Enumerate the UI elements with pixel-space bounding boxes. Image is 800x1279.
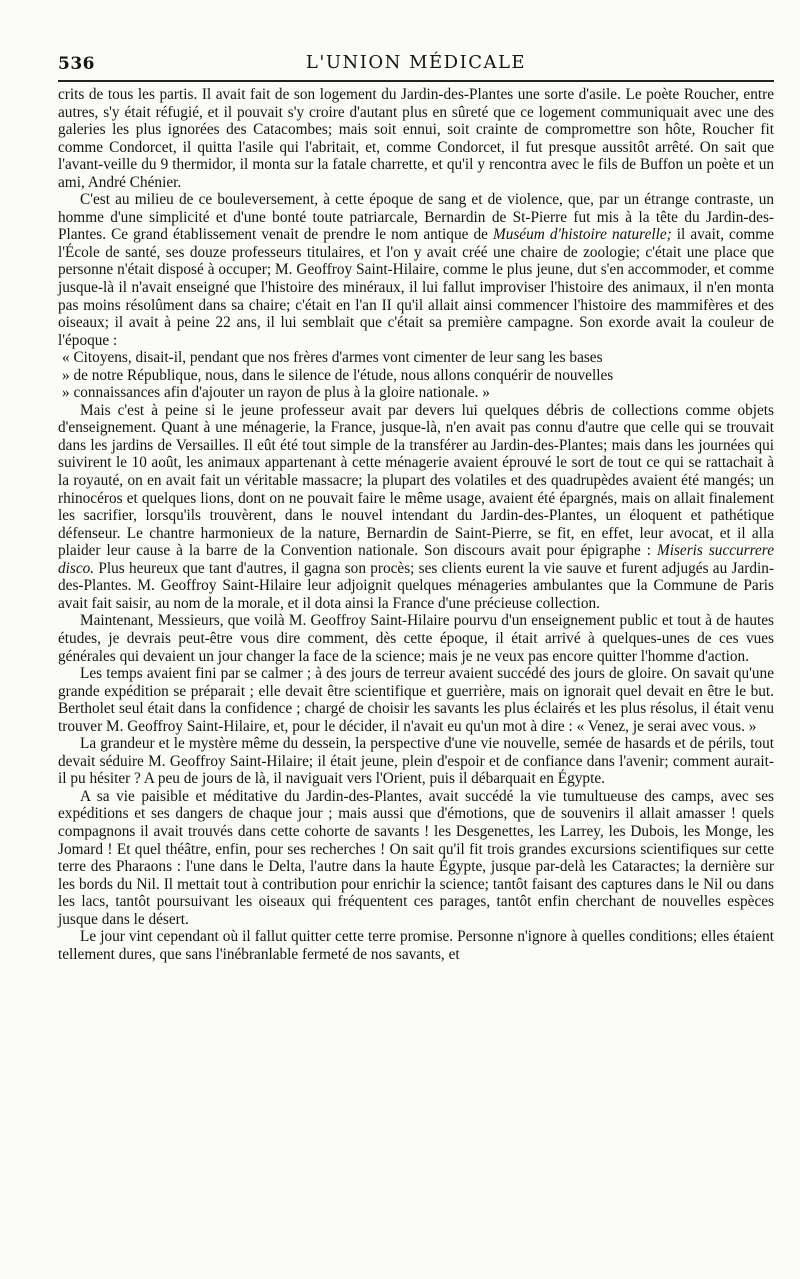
paragraph-1: crits de tous les partis. Il avait fait de son logement du Jardin-des-Plantes une sorte d'asile. Le poète Roucher, entre autres, s'y était réfugié, et il pouvait s'y croire d'autant plus en sûreté que ce logement communiquait avec une des galeries les plus ignorées des Catacombes; mais soit ennui, soit crainte de compromettre son hôte, Roucher fit comme Condorcet, il quitta l'asile qui l'abritait, et, comme Condorcet, il fut presque aussitôt arrêté. On sait que l'avant-veille du 9 thermidor, il monta sur la fatale charrette, et qu'il y rencontra avec le fils de Buffon un poète et un ami, André Chénier.	[58, 86, 774, 191]
paragraph-4-italic: Miseris succurrere disco.	[58, 542, 774, 577]
paragraph-5: Maintenant, Messieurs, que voilà M. Geoffroy Saint-Hilaire pourvu d'un enseignement public et tout à de hautes études, je devrais peut-être vous dire comment, dès cette époque, il était arrivé à quelques-unes de ces vues générales qui devaient un jour changer la face de la science; mais je ne veux pas encore quitter l'homme d'action.	[58, 612, 774, 665]
paragraph-8: A sa vie paisible et méditative du Jardin-des-Plantes, avait succédé la vie tumultueuse des camps, avec ses expéditions et ses dangers de chaque jour ; mais aussi que d'émotions, que de souvenirs il allait amasser ! quels compagnons il avait trouvés dans cette cohorte de savants ! les Desgenettes, les Larrey, les Dubois, les Monge, les Jomard ! Et quel théâtre, enfin, pour ses recherches ! On sait qu'il fit trois grandes excursions scientifiques sur cette terre des Pharaons : l'une dans le Delta, l'autre dans la haute Égypte, jusque par-delà les Cataractes; la dernière sur les bords du Nil. Il mettait tout à contribution pour enrichir la science; tantôt faisant des captures dans le Nil ou dans les lacs, tantôt poursuivant les oiseaux qui fréquentent ces parages, tantôt enfin cherchant de nouvelles espèces jusque dans le désert.	[58, 787, 774, 928]
quotation-line-3: » connaissances afin d'ajouter un rayon de plus à la gloire nationale. »	[62, 384, 490, 402]
quotation	[58, 349, 774, 402]
paragraph-4	[58, 402, 774, 613]
paragraph-7: La grandeur et le mystère même du dessein, la perspective d'une vie nouvelle, semée de hasards et de périls, tout devait séduire M. Geoffroy Saint-Hilaire; il était jeune, plein d'espoir et de confiance dans l'avenir; comment aurait-il pu hésiter ? A peu de jours de là, il naviguait vers l'Orient, puis il débarquait en Égypte.	[58, 735, 774, 788]
paragraph-2	[58, 191, 774, 349]
paragraph-2-italic: Muséum d'histoire naturelle;	[492, 226, 672, 244]
paragraph-9: Le jour vint cependant où il fallut quitter cette terre promise. Personne n'ignore à quelles conditions; elles étaient tellement dures, que sans l'inébranlable fermeté de nos savants, et	[58, 928, 774, 963]
paragraph-2-text-a: C'est au milieu de ce bouleversement, à cette époque de sang et de violence, que, par un étrange contraste, un homme d'une simplicité et d'une bonté toute patriarcale, Bernardin de St-Pierre fut mis à la tête du Jardin-des-Plantes. Ce grand établissement venait de prendre le nom antique de	[58, 191, 774, 244]
paragraph-4-text-a: Mais c'est à peine si le jeune professeur avait par devers lui quelques débris de collections comme objets d'enseignement. Quant à une ménagerie, la France, jusque-là, n'en avait pas connu d'autre que celle qui se trouvait dans les jardins de Versailles. Il eût été tout simple de la transférer au Jardin-des-Plantes; mais dans les journées qui suivirent le 10 août, les animaux appartenant à cette ménagerie avaient éprouvé le sort de tout ce qui se rattachait à la royauté, on en avait fait un véritable massacre; la plupart des volatiles et des quadrupèdes avaient été mangés; un rhinocéros et quelques lions, dont on ne pouvait faire le même usage, avaient été épargnés, mais on allait finalement les sacrifier, lorsqu'ils trouvèrent, dans le nouvel intendant du Jardin-des-Plantes, un éloquent et pathétique défenseur. Le chantre harmonieux de la nature, Bernardin de Saint-Pierre, se fit, en effet, leur avocat, et il alla plaider leur cause à la barre de la Convention nationale. Son discours avait pour épigraphe :	[58, 401, 774, 560]
quotation-line-2: » de notre République, nous, dans le silence de l'étude, nous allons conquérir de nouvelles	[62, 366, 614, 384]
page-number: 536	[58, 54, 95, 74]
quotation-line-1: « Citoyens, disait-il, pendant que nos frères d'armes vont cimenter de leur sang les bases	[62, 349, 603, 367]
paragraph-2-text-b: il avait, comme l'École de santé, ses douze professeurs titulaires, et l'on y avait créé une chaire de zoologie; c'était une place que personne n'était disposé à occuper; M. Geoffroy Saint-Hilaire, comme le plus jeune, dut s'en accommoder, et comme jusque-là il n'avait enseigné que l'histoire des minéraux, il lui fallut improviser l'histoire des animaux, il n'en monta pas moins résolûment dans sa chaire; c'était en l'an II qu'il allait ainsi commencer l'histoire des mammifères et des oiseaux; il avait à peine 22 ans, il lui semblait que c'était sa première campagne. Son exorde avait la couleur de l'époque :	[58, 226, 774, 349]
page-header	[58, 44, 774, 82]
article-body	[58, 86, 774, 963]
running-title: L'UNION MÉDICALE	[305, 52, 527, 73]
paragraph-4-text-b: Plus heureux que tant d'autres, il gagna son procès; ses clients eurent la vie sauve et furent adjugés au Jardin-des-Plantes. M. Geoffroy Saint-Hilaire leur adjoignit quelques ménageries ambulantes que la Commune de Paris avait fait saisir, au nom de la morale, et il dota ainsi la France d'une précieuse collection.	[58, 559, 774, 612]
paragraph-6: Les temps avaient fini par se calmer ; à des jours de terreur avaient succédé des jours de gloire. On savait qu'une grande expédition se préparait ; elle devait être scientifique et guerrière, mais on ignorait quel devait en être le but. Bertholet seul était dans la confidence ; chargé de choisir les savants les plus éclairés et les plus résolus, il était venu trouver M. Geoffroy Saint-Hilaire, et, pour le décider, il n'avait eu qu'un mot à dire : « Venez, je serai avec vous. »	[58, 665, 774, 735]
